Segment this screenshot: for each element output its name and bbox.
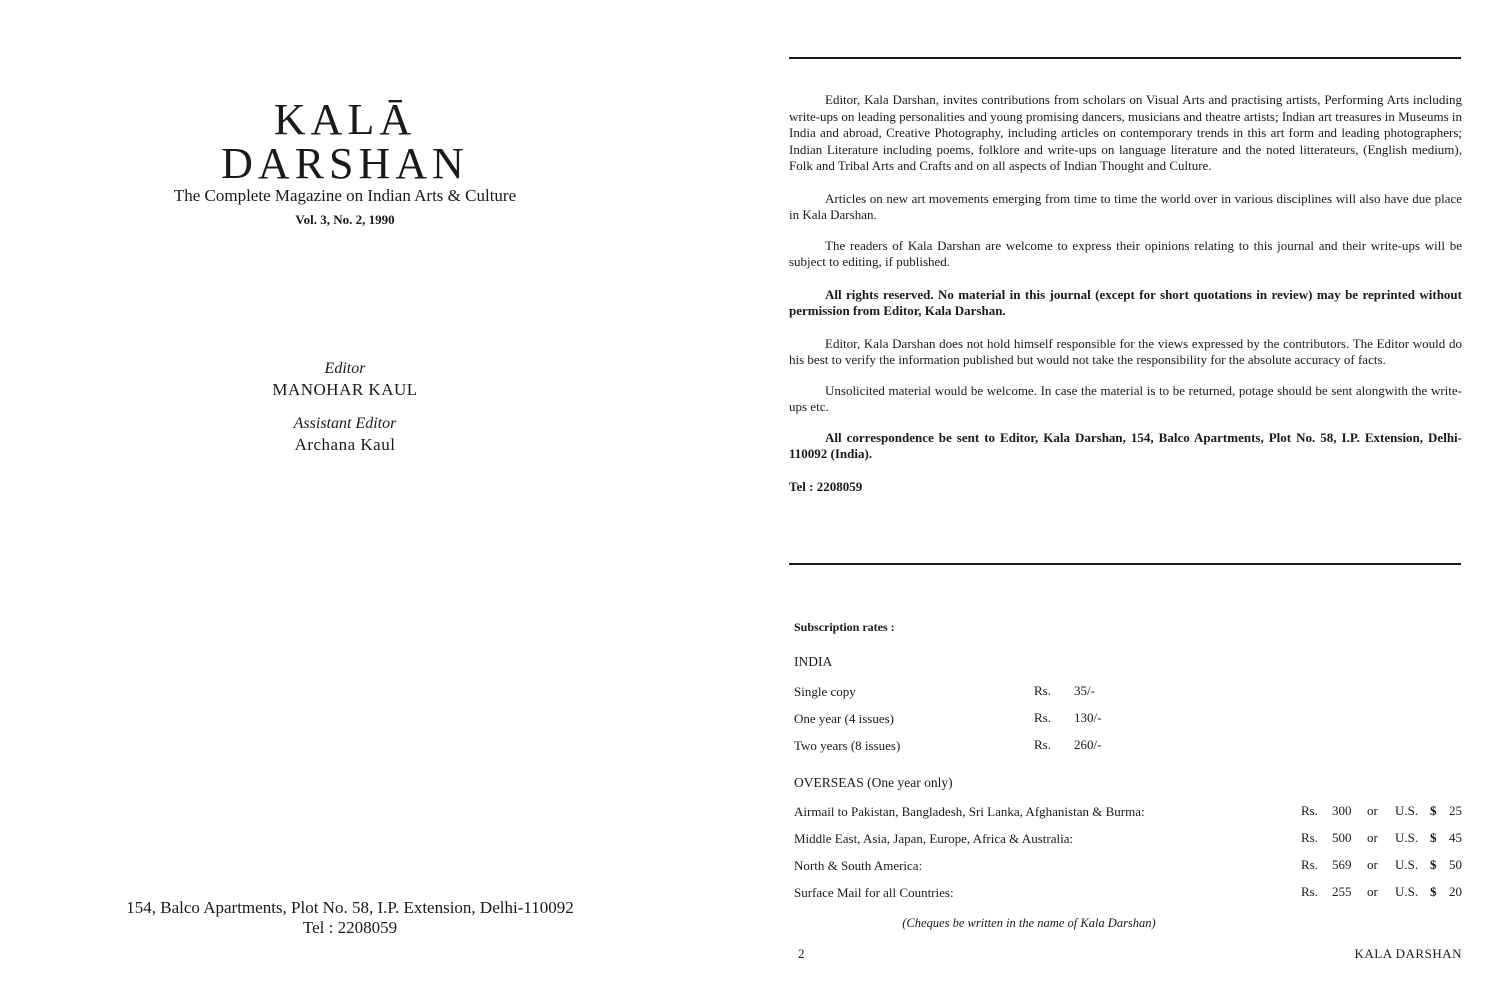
india-rate-label: Single copy xyxy=(794,684,856,699)
address-line: 154, Balco Apartments, Plot No. 58, I.P. Extension, Delhi-110092 xyxy=(126,898,574,917)
paragraph-art-movements: Articles on new art movements emerging from time to time the world over in various disciplines will also have due place in Kala Darshan. xyxy=(789,190,1462,222)
overseas-rate-or: or xyxy=(1367,803,1378,818)
overseas-rate-rs: Rs. xyxy=(1301,857,1318,872)
paragraph-contributions: Editor, Kala Darshan, invites contributions from scholars on Visual Arts and practising artists, Performing Arts including write-ups on leading personalities and young promising dancers, musicians and theatre artists; Indian art treasures in Museums in India and abroad, Creative Photography, including articles on contemporary trends in this art form and leading photographers; Indian Literature including poems, folklore and write-ups on language literature and the noted litterateurs, (English medium), Folk and Tribal Arts and Crafts and on all aspects of Indian Thought and Culture. xyxy=(789,92,1462,173)
overseas-rate-rs: Rs. xyxy=(1301,884,1318,899)
assistant-editor-name: Archana Kaul xyxy=(294,435,396,454)
overseas-rate-rs: Rs. xyxy=(1301,830,1318,845)
assistant-editor-role: Assistant Editor xyxy=(293,415,397,432)
top-rule xyxy=(789,57,1461,59)
overseas-rate-us: U.S. xyxy=(1395,884,1419,899)
tagline: The Complete Magazine on Indian Arts & Culture xyxy=(173,186,517,205)
left-page xyxy=(0,0,749,1000)
overseas-rate-rs-amount: 500 xyxy=(1332,830,1352,845)
address-telephone: Tel : 2208059 xyxy=(302,918,398,937)
paragraph-disclaimer: Editor, Kala Darshan does not hold himself responsible for the views expressed by the contributors. The Editor would do his best to verify the information published but would not take the responsibility for the absolute accuracy of facts. xyxy=(789,335,1462,367)
overseas-rate-dollar: $ xyxy=(1430,884,1437,899)
overseas-rate-usd-amount: 50 xyxy=(1449,857,1462,872)
overseas-rate-dollar: $ xyxy=(1430,803,1437,818)
publisher-address xyxy=(100,898,600,938)
overseas-rate-dollar: $ xyxy=(1430,830,1437,845)
editorial-telephone: Tel : 2208059 xyxy=(789,478,863,494)
overseas-rate-usd-amount: 25 xyxy=(1449,803,1462,818)
india-rate-currency: Rs. xyxy=(1034,737,1051,752)
masthead-line-2: DARSHAN xyxy=(221,139,469,188)
right-page xyxy=(749,0,1499,1000)
overseas-rate-or: or xyxy=(1367,884,1378,899)
overseas-rate-or: or xyxy=(1367,857,1378,872)
middle-rule xyxy=(789,563,1461,565)
india-rate-amount: 35/- xyxy=(1074,683,1095,698)
paragraph-unsolicited: Unsolicited material would be welcome. In case the material is to be returned, potage should be sent alongwith the write-ups etc. xyxy=(789,382,1462,414)
india-rate-currency: Rs. xyxy=(1034,710,1051,725)
paragraph-correspondence: All correspondence be sent to Editor, Kala Darshan, 154, Balco Apartments, Plot No. 58, I.P. Extension, Delhi-110092 (India). xyxy=(789,429,1462,461)
overseas-rate-label: Airmail to Pakistan, Bangladesh, Sri Lanka, Afghanistan & Burma: xyxy=(794,804,1145,819)
overseas-rate-us: U.S. xyxy=(1395,830,1419,845)
running-head: KALA DARSHAN xyxy=(1354,946,1462,961)
overseas-rate-us: U.S. xyxy=(1395,857,1419,872)
overseas-rate-rs-amount: 255 xyxy=(1332,884,1352,899)
overseas-rate-usd-amount: 20 xyxy=(1449,884,1462,899)
paragraph-readers: The readers of Kala Darshan are welcome to express their opinions relating to this journal and their write-ups will be subject to editing, if published. xyxy=(789,237,1462,269)
overseas-rate-us: U.S. xyxy=(1395,803,1419,818)
overseas-rate-label: North & South America: xyxy=(794,858,923,873)
page-number: 2 xyxy=(798,946,805,961)
overseas-rate-rs-amount: 300 xyxy=(1332,803,1352,818)
masthead xyxy=(0,95,690,188)
india-label: INDIA xyxy=(794,654,833,669)
overseas-rate-label: Middle East, Asia, Japan, Europe, Africa & Australia: xyxy=(794,831,1074,846)
india-rate-amount: 130/- xyxy=(1074,710,1102,725)
editor-credit xyxy=(0,360,690,400)
india-rate-label: One year (4 issues) xyxy=(794,711,894,726)
overseas-rate-or: or xyxy=(1367,830,1378,845)
subscription-heading: Subscription rates : xyxy=(794,620,895,634)
volume-info: Vol. 3, No. 2, 1990 xyxy=(295,212,395,227)
editorial-notice xyxy=(789,92,1462,495)
overseas-rate-usd-amount: 45 xyxy=(1449,830,1462,845)
overseas-label: OVERSEAS (One year only) xyxy=(794,775,953,790)
overseas-rate-rs-amount: 569 xyxy=(1332,857,1352,872)
masthead-line-1: KALĀ xyxy=(273,95,417,144)
editor-role: Editor xyxy=(324,360,366,377)
india-rate-amount: 260/- xyxy=(1074,737,1102,752)
paragraph-rights-reserved: All rights reserved. No material in this journal (except for short quotations in review) may be reprinted without permission from Editor, Kala Darshan. xyxy=(789,286,1462,318)
assistant-editor-credit xyxy=(0,415,690,455)
india-rate-currency: Rs. xyxy=(1034,683,1051,698)
overseas-rate-label: Surface Mail for all Countries: xyxy=(794,885,954,900)
cheques-note: (Cheques be written in the name of Kala Darshan) xyxy=(902,916,1156,930)
overseas-rate-rs: Rs. xyxy=(1301,803,1318,818)
india-rate-label: Two years (8 issues) xyxy=(794,738,901,753)
editor-name: MANOHAR KAUL xyxy=(272,380,418,399)
overseas-rate-dollar: $ xyxy=(1430,857,1437,872)
